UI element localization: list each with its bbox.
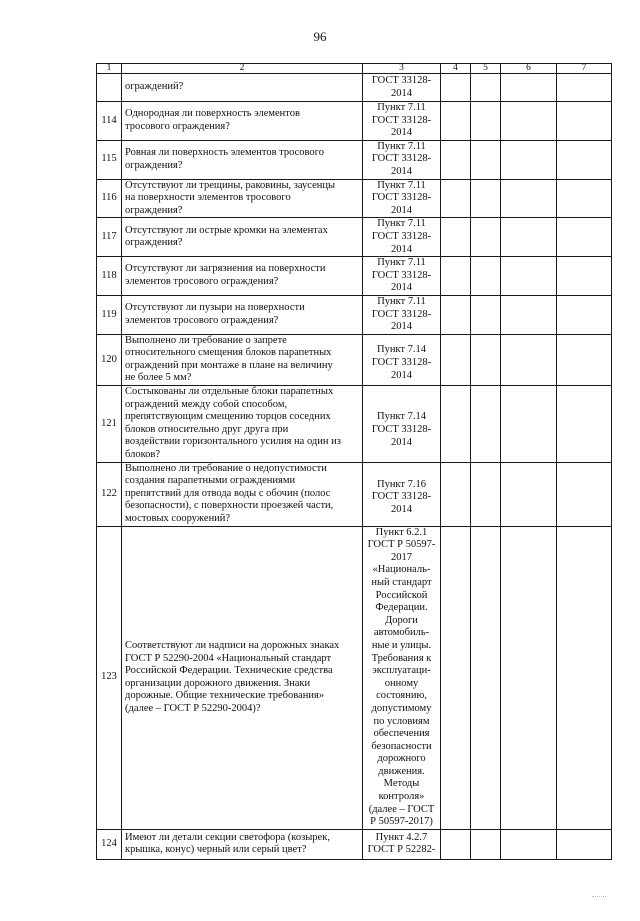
row-number: 124 xyxy=(97,829,122,859)
column-header-5: 5 xyxy=(471,64,501,74)
scan-specks xyxy=(592,896,606,898)
table-row xyxy=(97,295,612,334)
answer-cell-col-5[interactable] xyxy=(471,295,501,334)
answer-cell-col-5[interactable] xyxy=(471,334,501,385)
answer-cell-col-7[interactable] xyxy=(557,295,612,334)
table-row xyxy=(97,74,612,102)
table-row xyxy=(97,334,612,385)
answer-cell-col-7[interactable] xyxy=(557,334,612,385)
row-number: 114 xyxy=(97,102,122,141)
row-number: 119 xyxy=(97,295,122,334)
table-row xyxy=(97,218,612,257)
row-number xyxy=(97,74,122,102)
row-number: 123 xyxy=(97,526,122,829)
answer-cell-col-5[interactable] xyxy=(471,102,501,141)
column-header-2: 2 xyxy=(122,64,363,74)
answer-cell-col-6[interactable] xyxy=(501,257,557,296)
normative-reference: Пункт 7.11 ГОСТ 33128- 2014 xyxy=(363,295,441,334)
answer-cell-col-6[interactable] xyxy=(501,334,557,385)
requirement-question: Отсутствуют ли острые кромки на элементах ограждения? xyxy=(122,218,363,257)
normative-reference: Пункт 7.14 ГОСТ 33128- 2014 xyxy=(363,334,441,385)
answer-cell-col-4[interactable] xyxy=(441,74,471,102)
requirement-question: Имеют ли детали секции светофора (козырек, крышка, конус) черный или серый цвет? xyxy=(122,829,363,859)
requirement-question: Отсутствуют ли трещины, раковины, заусенцы на поверхности элементов тросового ограждения? xyxy=(122,179,363,218)
column-header-7: 7 xyxy=(557,64,612,74)
answer-cell-col-4[interactable] xyxy=(441,462,471,526)
answer-cell-col-4[interactable] xyxy=(441,102,471,141)
header-row xyxy=(97,64,612,74)
normative-reference: ГОСТ 33128- 2014 xyxy=(363,74,441,102)
answer-cell-col-6[interactable] xyxy=(501,295,557,334)
answer-cell-col-5[interactable] xyxy=(471,74,501,102)
answer-cell-col-7[interactable] xyxy=(557,257,612,296)
requirement-question: Состыкованы ли отдельные блоки парапетных ограждений между собой способом, препятствующим смещению торцов соседних блоков относительно друг друга при воздействии горизонтального усилия на один из блоков? xyxy=(122,386,363,463)
requirement-question: Ровная ли поверхность элементов тросового ограждения? xyxy=(122,140,363,179)
answer-cell-col-5[interactable] xyxy=(471,462,501,526)
row-number: 116 xyxy=(97,179,122,218)
answer-cell-col-5[interactable] xyxy=(471,257,501,296)
normative-reference: Пункт 7.11 ГОСТ 33128- 2014 xyxy=(363,179,441,218)
answer-cell-col-6[interactable] xyxy=(501,74,557,102)
normative-reference: Пункт 7.11 ГОСТ 33128- 2014 xyxy=(363,218,441,257)
answer-cell-col-4[interactable] xyxy=(441,386,471,463)
answer-cell-col-7[interactable] xyxy=(557,829,612,859)
answer-cell-col-4[interactable] xyxy=(441,334,471,385)
normative-reference: Пункт 7.11 ГОСТ 33128- 2014 xyxy=(363,257,441,296)
requirement-question: Отсутствуют ли загрязнения на поверхности элементов тросового ограждения? xyxy=(122,257,363,296)
answer-cell-col-4[interactable] xyxy=(441,257,471,296)
table-row xyxy=(97,462,612,526)
answer-cell-col-7[interactable] xyxy=(557,218,612,257)
answer-cell-col-4[interactable] xyxy=(441,295,471,334)
checklist-table xyxy=(96,63,612,860)
answer-cell-col-6[interactable] xyxy=(501,386,557,463)
normative-reference: Пункт 4.2.7 ГОСТ Р 52282- xyxy=(363,829,441,859)
answer-cell-col-6[interactable] xyxy=(501,526,557,829)
answer-cell-col-7[interactable] xyxy=(557,179,612,218)
answer-cell-col-6[interactable] xyxy=(501,140,557,179)
row-number: 120 xyxy=(97,334,122,385)
table-row xyxy=(97,257,612,296)
normative-reference: Пункт 7.11 ГОСТ 33128- 2014 xyxy=(363,140,441,179)
answer-cell-col-7[interactable] xyxy=(557,74,612,102)
requirement-question: Выполнено ли требование о недопустимости создания парапетными ограждениями препятствий для отвода воды с обочин (полос безопасности), с поверхности проезжей части, мостовых сооружений? xyxy=(122,462,363,526)
column-header-1: 1 xyxy=(97,64,122,74)
row-number: 122 xyxy=(97,462,122,526)
requirement-question: ограждений? xyxy=(122,74,363,102)
table-body xyxy=(97,74,612,860)
table-row xyxy=(97,140,612,179)
requirement-question: Соответствуют ли надписи на дорожных знаках ГОСТ Р 52290-2004 «Национальный стандарт Российской Федерации. Технические средства организации дорожного движения. Знаки дорожные. Общие технические требования» (далее – ГОСТ Р 52290-2004)? xyxy=(122,526,363,829)
answer-cell-col-7[interactable] xyxy=(557,102,612,141)
requirement-question: Выполнено ли требование о запрете относительного смещения блоков парапетных ограждений при монтаже в плане на величину не более 5 мм? xyxy=(122,334,363,385)
requirement-question: Однородная ли поверхность элементов тросового ограждения? xyxy=(122,102,363,141)
answer-cell-col-4[interactable] xyxy=(441,140,471,179)
normative-reference: Пункт 7.11 ГОСТ 33128- 2014 xyxy=(363,102,441,141)
requirement-question: Отсутствуют ли пузыри на поверхности элементов тросового ограждения? xyxy=(122,295,363,334)
answer-cell-col-4[interactable] xyxy=(441,179,471,218)
answer-cell-col-4[interactable] xyxy=(441,218,471,257)
table-row xyxy=(97,102,612,141)
answer-cell-col-6[interactable] xyxy=(501,218,557,257)
normative-reference: Пункт 7.16 ГОСТ 33128- 2014 xyxy=(363,462,441,526)
answer-cell-col-5[interactable] xyxy=(471,179,501,218)
normative-reference: Пункт 7.14 ГОСТ 33128- 2014 xyxy=(363,386,441,463)
answer-cell-col-6[interactable] xyxy=(501,102,557,141)
answer-cell-col-5[interactable] xyxy=(471,218,501,257)
column-header-3: 3 xyxy=(363,64,441,74)
row-number: 115 xyxy=(97,140,122,179)
answer-cell-col-5[interactable] xyxy=(471,829,501,859)
answer-cell-col-7[interactable] xyxy=(557,526,612,829)
answer-cell-col-4[interactable] xyxy=(441,526,471,829)
answer-cell-col-6[interactable] xyxy=(501,829,557,859)
table-row xyxy=(97,386,612,463)
answer-cell-col-7[interactable] xyxy=(557,386,612,463)
row-number: 117 xyxy=(97,218,122,257)
row-number: 118 xyxy=(97,257,122,296)
answer-cell-col-5[interactable] xyxy=(471,526,501,829)
answer-cell-col-5[interactable] xyxy=(471,140,501,179)
answer-cell-col-6[interactable] xyxy=(501,179,557,218)
answer-cell-col-7[interactable] xyxy=(557,462,612,526)
column-header-4: 4 xyxy=(441,64,471,74)
table-row xyxy=(97,829,612,859)
answer-cell-col-5[interactable] xyxy=(471,386,501,463)
answer-cell-col-6[interactable] xyxy=(501,462,557,526)
row-number: 121 xyxy=(97,386,122,463)
normative-reference: Пункт 6.2.1 ГОСТ Р 50597- 2017 «Националь- ный стандарт Российской Федерации. Дороги автомобиль- ные и улицы. Требования к эксплуатаци- онному состоянию, допустимому по условиям обеспечения безопасности дорожного движения. Методы контроля» (далее – ГОСТ Р 50597-2017) xyxy=(363,526,441,829)
table-row xyxy=(97,179,612,218)
column-header-6: 6 xyxy=(501,64,557,74)
answer-cell-col-4[interactable] xyxy=(441,829,471,859)
page-number: 96 xyxy=(313,29,327,44)
answer-cell-col-7[interactable] xyxy=(557,140,612,179)
table-row xyxy=(97,526,612,829)
